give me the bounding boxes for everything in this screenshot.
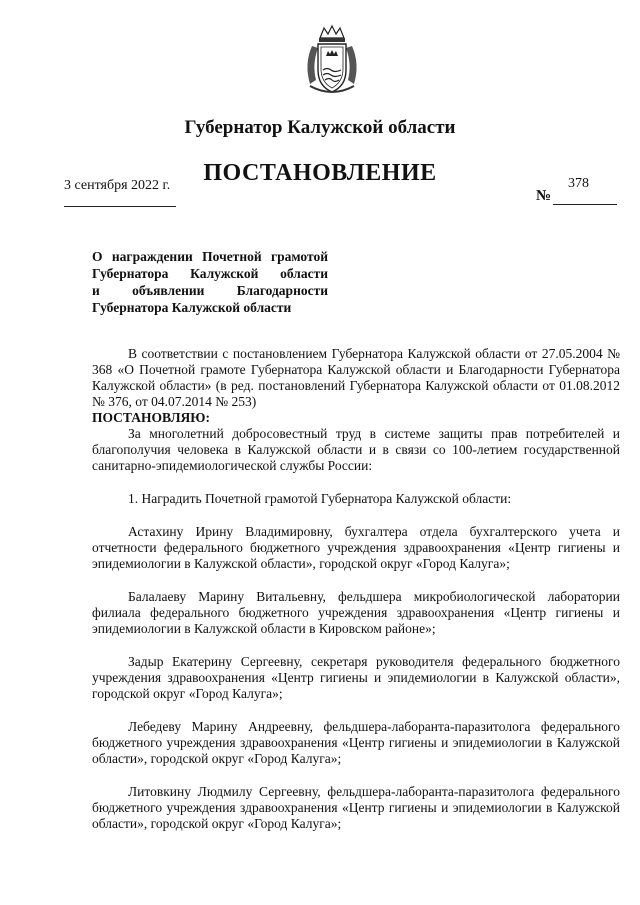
subject-line: Губернатора Калужской области bbox=[92, 266, 328, 281]
awardee-paragraph: Задыр Екатерину Сергеевну, секретаря руководителя федерального бюджетного учреждения здравоохранения «Центр гигиены и эпидемиологии в Калужской области», городской округ «Город Калуга»; bbox=[92, 654, 620, 701]
spacer bbox=[92, 474, 620, 491]
awardee-paragraph: Астахину Ирину Владимировну, бухгалтера отдела бухгалтерского учета и отчетности федерального бюджетного учреждения здравоохранения «Центр гигиены и эпидемиологии в Калужской области», городской округ «Город Калуга»; bbox=[92, 524, 620, 571]
date-underline bbox=[64, 206, 176, 207]
document-type: ПОСТАНОВЛЕНИЕ bbox=[203, 160, 437, 186]
spacer bbox=[92, 507, 620, 524]
spacer bbox=[92, 767, 620, 784]
preamble-paragraph: В соответствии с постановлением Губернатора Калужской области от 27.05.2004 № 368 «О Почетной грамоте Губернатора Калужской области и Благодарности Губернатора Калужской области» (в ред. постановлений Губернатора Калужской области от 01.08.2012 № 376, от 04.07.2014 № 253) bbox=[92, 346, 620, 409]
subject-line: и объявлении Благодарности bbox=[92, 283, 328, 298]
subject-line: О награждении Почетной грамотой bbox=[92, 249, 328, 264]
spacer bbox=[92, 572, 620, 589]
number-sign: № bbox=[536, 188, 552, 204]
number-underline bbox=[553, 204, 617, 205]
item-1-paragraph: 1. Наградить Почетной грамотой Губернатора Калужской области: bbox=[128, 491, 512, 506]
issuer-title: Губернатор Калужской области bbox=[184, 117, 456, 138]
document-body bbox=[92, 346, 620, 832]
subject-line: Губернатора Калужской области bbox=[92, 300, 292, 315]
awardee-paragraph: Балалаеву Марину Витальевну, фельдшера микробиологической лаборатории филиала федерального бюджетного учреждения здравоохранения «Центр гигиены и эпидемиологии в Калужской области в Кировском районе»; bbox=[92, 589, 620, 636]
spacer bbox=[92, 637, 620, 654]
decree-word: ПОСТАНОВЛЯЮ: bbox=[92, 410, 210, 425]
document-number: 378 bbox=[568, 176, 589, 191]
awardee-paragraph: Литовкину Людмилу Сергеевну, фельдшера-лаборанта-паразитолога федерального бюджетного учреждения здравоохранения «Центр гигиены и эпидемиологии в Калужской области», городской округ «Город Калуга»; bbox=[92, 784, 620, 831]
document-date: 3 сентября 2022 г. bbox=[64, 178, 171, 193]
spacer bbox=[92, 702, 620, 719]
document-subject bbox=[92, 248, 328, 316]
coat-of-arms-icon bbox=[302, 24, 362, 96]
awardee-paragraph: Лебедеву Марину Андреевну, фельдшера-лаборанта-паразитолога федерального бюджетного учреждения здравоохранения «Центр гигиены и эпидемиологии в Калужской области», городской округ «Город Калуга»; bbox=[92, 719, 620, 766]
reason-paragraph: За многолетний добросовестный труд в системе защиты прав потребителей и благополучия человека в Калужской области и в связи со 100-летием государственной санитарно-эпидемиологической службы России: bbox=[92, 426, 620, 473]
